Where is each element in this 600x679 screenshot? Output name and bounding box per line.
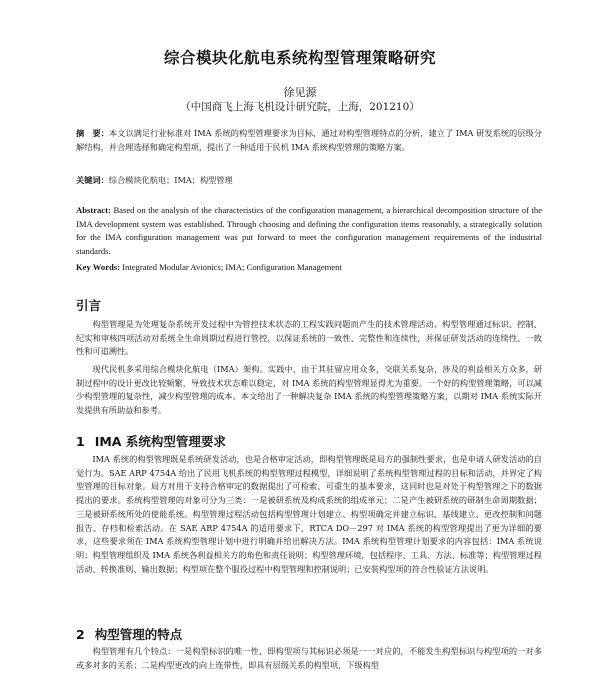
section-1-paragraph: IMA 系统的构型管理既是系统研发活动，也是合格审定活动，即构型管理既是局方的强制性要求，也是申请人研发活动的自觉行为。SAE ARP 4754A 给出了民用飞机系统的构型管理过程模型，详细说明了系统构型管理过程的目标和活动，并界定了构型管理的目标对象。局方对用于支持合格审定的数据提出了可检索、可重生的基本要求，这同时也是对处于构型管理之下的数据提出的要求。系统构型管理的对象可分为三类：一是被研系统及构成系统的组成单元；二是产生被研系统的研制生命周期数据；三是被研系统所处的使能系统。构型管理过程活动包括构型管理计划建立、构型项确定并建立标识、基线建立、更改控制和问题报告、存档和检索活动。在 SAE ARP 4754A 的适用要求下，RTCA DO－297 对 IMA 系统的构型管理提出了更为详细的要求，这些要求须在 IMA 系统构型管理计划中进行明确并给出解决方法。IMA 系统构型管理计划要求的内容包括：IMA 系统说明；构型管理组织及 IMA 系统各利益相关方的角色和责任说明；构型管理环境，包括程序、工具、方法、标准等；构型管理过程活动、转换准则、输出数据；构型项在整个服役过程中构型管理和控制说明；已安装构型项的符合性验证方法说明。 bbox=[76, 454, 542, 574]
intro-paragraph-1: 构型管理是为处理复杂系统开发过程中为管控技术状态的工程实践问题而产生的技术管理活动。构型管理通过标识、控制、纪实和审核四项活动对系统全生命周期过程进行管控，以保证系统的一致性、完整性和连续性，并保证研发活动的连续性、一致性和可追溯性。 bbox=[76, 319, 542, 357]
abstract-cn-label: 摘 要： bbox=[76, 128, 109, 138]
abstract-en bbox=[76, 204, 542, 259]
keywords-en-label: Key Words: bbox=[76, 262, 121, 272]
keywords-en-text: Integrated Modular Avionics; IMA; Configuration Management bbox=[122, 262, 342, 272]
section-title-2: 构型管理的特点 bbox=[94, 627, 183, 642]
abstract-en-label: Abstract: bbox=[76, 205, 111, 215]
section-heading-1 bbox=[76, 432, 226, 450]
section-2-paragraph: 构型管理有几个特点：一是构型标识的唯一性，即构型项与其标识必须是一一对应的，不能发生构型标识与构型项的一对多或多对多的关系；二是构型更改的向上连带性，即具有层级关系的构型项，下级构型 bbox=[76, 646, 542, 670]
author-affiliation: （中国商飞上海飞机设计研究院，上海，201210） bbox=[180, 101, 420, 113]
intro-paragraph-2: 现代民机多采用综合模块化航电（IMA）架构。实践中，由于其驻留应用众多，交联关系复杂，涉及的利益相关方众多，研制过程中的设计更改比较频繁，导致技术状态难以稳定，对 IMA 系统的构型管理显得尤为重要。一个好的构型管理策略，可以减少构型管理的复杂性，减少构型管理的成本。本文给出了一种解决复杂 IMA 系统的构型管理策略方案，以期对 IMA 系统实际开发提供有所助益和参考。 bbox=[76, 364, 542, 416]
section-number-2: 2 bbox=[76, 627, 85, 642]
section-title-1: IMA 系统构型管理要求 bbox=[94, 434, 226, 449]
abstract-cn-text: 本文以满足行业标准对 IMA 系统的构型管理要求为目标，通过对构型管理特点的分析，建立了 IMA 研发系统的层级分解结构，并合理选择和确定构型项，提出了一种适用于民机 IMA 系统构型管理的策略方案。 bbox=[76, 128, 542, 152]
keywords-cn-text: 综合模块化航电；IMA；构型管理 bbox=[108, 175, 233, 185]
abstract-en-text: Based on the analysis of the characteristics of the configuration management, a hierarchical decomposition structure of the IMA development system was established. Through choosing and defining the configuration items reasonably, a strategically solution for the IMA configuration management was put forward to meet the configuration management requirements of the industrial standards. bbox=[76, 205, 543, 257]
section-heading-2 bbox=[76, 625, 182, 643]
section-heading-intro: 引言 bbox=[76, 298, 102, 313]
keywords-cn-label: 关键词： bbox=[76, 175, 109, 185]
author-name: 徐见源 bbox=[283, 86, 317, 99]
abstract-cn bbox=[76, 127, 542, 154]
keywords-en bbox=[76, 261, 542, 275]
keywords-cn bbox=[76, 174, 542, 188]
paper-title: 综合模块化航电系统构型管理策略研究 bbox=[163, 48, 436, 67]
section-number-1: 1 bbox=[76, 434, 85, 449]
